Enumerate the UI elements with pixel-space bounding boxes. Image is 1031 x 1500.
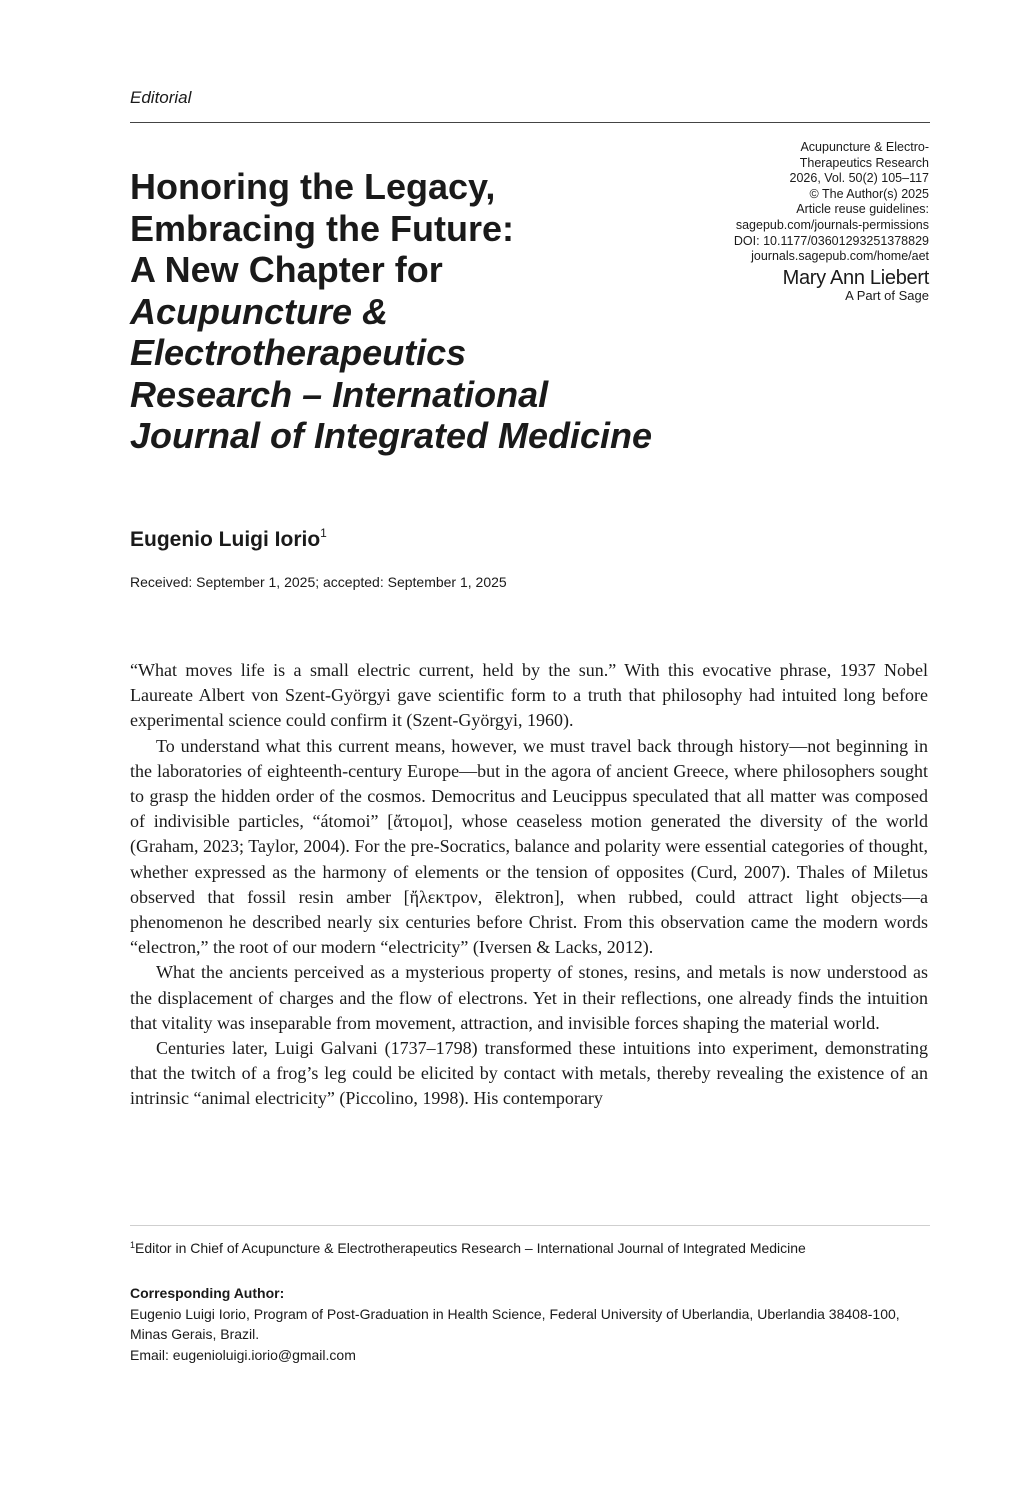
affiliation-mark: 1: [320, 526, 327, 540]
title-line: Electrotherapeutics: [130, 332, 467, 373]
footnote: [130, 1240, 930, 1256]
body-paragraph: “What moves life is a small electric current, held by the sun.” With this evocative phrase, 1937 Nobel Laureate Albert von Szent-Györgyi gave scientific form to a truth that philosophy had intuited long before experimental science could confirm it (Szent-Györgyi, 1960).: [130, 660, 928, 731]
title-line: A New Chapter for: [130, 249, 443, 290]
corresponding-address: Eugenio Luigi Iorio, Program of Post-Graduation in Health Science, Federal University of Uberlandia, Uberlandia 38408-100, Minas Gerais, Brazil.: [130, 1305, 900, 1342]
footnote-rule: [130, 1225, 930, 1226]
author-name[interactable]: Eugenio Luigi Iorio: [130, 528, 321, 551]
corresponding-heading: Corresponding Author:: [130, 1285, 285, 1301]
footnote-text: Editor in Chief of Acupuncture & Electrotherapeutics Research – International Journal of Integrated Medicine: [135, 1240, 806, 1256]
reuse-label: Article reuse guidelines:: [796, 202, 929, 217]
publisher-logo: Mary Ann Liebert: [782, 266, 929, 289]
article-title: [130, 166, 690, 457]
title-line: Honoring the Legacy,: [130, 166, 496, 207]
volume-info: 2026, Vol. 50(2) 105–117: [789, 171, 929, 186]
title-line: Journal of Integrated Medicine: [130, 415, 653, 456]
title-line: Acupuncture &: [130, 290, 389, 332]
footnote-mark: 1: [130, 1240, 136, 1250]
doi[interactable]: DOI: 10.1177/03601293251378829: [733, 233, 929, 248]
journal-home-link[interactable]: journals.sagepub.com/home/aet: [751, 249, 929, 264]
journal-meta: [669, 140, 929, 303]
corresponding-email[interactable]: Email: eugenioluigi.iorio@gmail.com: [130, 1346, 356, 1363]
corresponding-author: [130, 1283, 930, 1365]
title-line: Research – International: [130, 373, 549, 415]
copyright: © The Author(s) 2025: [809, 186, 929, 201]
article-dates: Received: September 1, 2025; accepted: September 1, 2025: [130, 574, 507, 590]
body-text: [130, 658, 928, 1112]
header-rule: [130, 122, 930, 123]
publisher-subtitle: A Part of Sage: [845, 287, 929, 303]
permissions-link[interactable]: sagepub.com/journals-permissions: [735, 217, 929, 232]
body-paragraph: To understand what this current means, however, we must travel back through history—not beginning in the laboratories of eighteenth-century Europe—but in the agora of ancient Greece, where philosophers sought to grasp the hidden order of the cosmos. Democritus and Leucippus speculated that all matter was composed of indivisible particles, “átomoi” [ἄτομοι], whose ceaseless motion generated the diversity of the world (Graham, 2023; Taylor, 2004). For the pre-Socratics, balance and polarity were essential categories of thought, whether expressed as the harmony of elements or the tension of opposites (Curd, 2007). Thales of Miletus observed that fossil resin amber [ἤλεκτρον, ēlektron], when rubbed, could attract light objects—a phenomenon he described nearly six centuries before Christ. From this observation came the modern words “electron,” the root of our modern “electricity” (Iversen & Lacks, 2012).: [130, 735, 928, 958]
body-paragraph: Centuries later, Luigi Galvani (1737–1798) transformed these intuitions into experiment, demonstrating that the twitch of a frog’s leg could be elicited by contact with metals, thereby revealing the existence of an intrinsic “animal electricity” (Piccolino, 1998). His contemporary: [130, 1038, 928, 1109]
title-line: Embracing the Future:: [130, 207, 515, 249]
journal-name-line-2: Therapeutics Research: [799, 155, 929, 170]
body-paragraph: What the ancients perceived as a mysterious property of stones, resins, and metals is now understood as the displacement of charges and the flow of electrons. Yet in their reflections, one already finds the intuition that vitality was inseparable from movement, attraction, and invisible forces shaping the material world.: [130, 962, 928, 1033]
journal-name-line-1: Acupuncture & Electro-: [800, 140, 929, 154]
section-label: Editorial: [130, 88, 192, 107]
author-line: [130, 528, 327, 552]
